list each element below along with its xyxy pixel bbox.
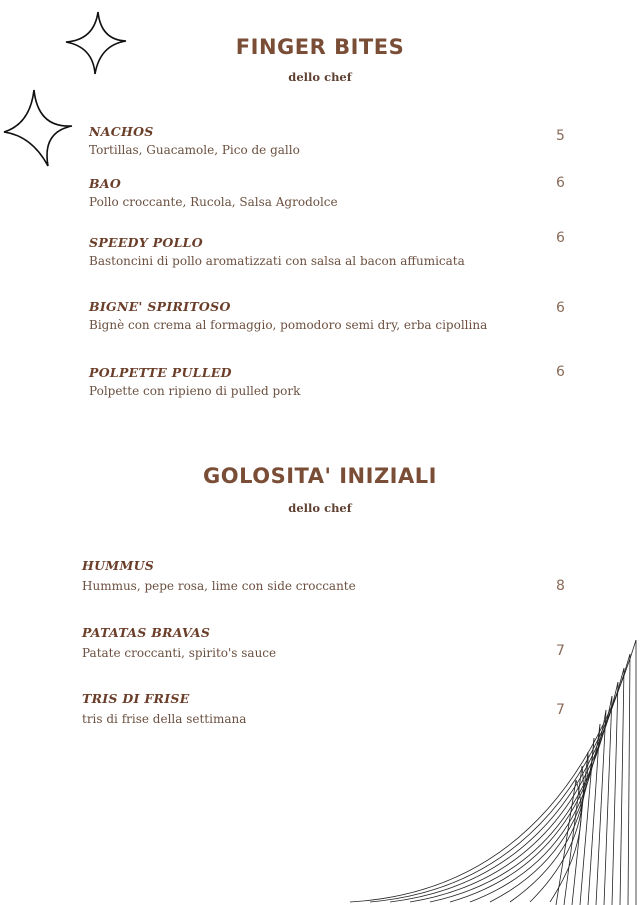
menu-item-description: Bignè con crema al formaggio, pomodoro semi dry, erba cipollina xyxy=(89,318,488,332)
menu-item-name: PATATAS BRAVAS xyxy=(82,625,211,640)
menu-item-price: 5 xyxy=(556,128,565,144)
string-art-curve-icon xyxy=(350,630,640,905)
menu-item-description: Polpette con ripieno di pulled pork xyxy=(89,384,301,398)
menu-item-hummus xyxy=(82,558,356,593)
section-title-golosita-iniziali: GOLOSITA' INIZIALI xyxy=(203,464,437,488)
menu-item-patatas-bravas xyxy=(82,625,276,660)
menu-item-price: 8 xyxy=(556,578,565,594)
menu-item-polpette-pulled xyxy=(89,365,300,398)
menu-item-price: 7 xyxy=(556,702,565,718)
menu-item-name: SPEEDY POLLO xyxy=(89,235,203,250)
section-title-finger-bites: FINGER BITES xyxy=(235,35,405,59)
menu-item-price: 6 xyxy=(556,175,565,191)
menu-item-price: 6 xyxy=(556,300,565,316)
menu-item-bao xyxy=(89,176,338,209)
menu-item-description: Hummus, pepe rosa, lime con side croccante xyxy=(82,579,356,593)
menu-item-name: HUMMUS xyxy=(82,558,155,573)
menu-item-name: BAO xyxy=(89,176,122,191)
sparkle-star-icon-left xyxy=(2,88,74,168)
menu-item-bigne-spiritoso xyxy=(89,299,487,332)
menu-item-description: Bastoncini di pollo aromatizzati con salsa al bacon affumicata xyxy=(89,254,465,268)
section-subtitle: dello chef xyxy=(288,501,352,515)
section-subtitle: dello chef xyxy=(288,70,352,84)
menu-item-description: Patate croccanti, spirito's sauce xyxy=(82,646,277,660)
menu-item-name: POLPETTE PULLED xyxy=(89,365,232,380)
menu-item-description: Tortillas, Guacamole, Pico de gallo xyxy=(89,143,300,157)
menu-item-nachos xyxy=(89,124,300,157)
menu-item-name: BIGNE' SPIRITOSO xyxy=(89,299,231,314)
menu-item-description: tris di frise della settimana xyxy=(82,712,247,726)
menu-item-price: 6 xyxy=(556,364,565,380)
menu-item-description: Pollo croccante, Rucola, Salsa Agrodolce xyxy=(89,195,338,209)
menu-item-speedy-pollo xyxy=(89,235,465,268)
menu-item-name: TRIS DI FRISE xyxy=(82,691,190,706)
menu-item-price: 6 xyxy=(556,230,565,246)
menu-item-name: NACHOS xyxy=(89,124,154,139)
menu-item-price: 7 xyxy=(556,643,565,659)
menu-item-tris-di-frise xyxy=(82,691,246,726)
